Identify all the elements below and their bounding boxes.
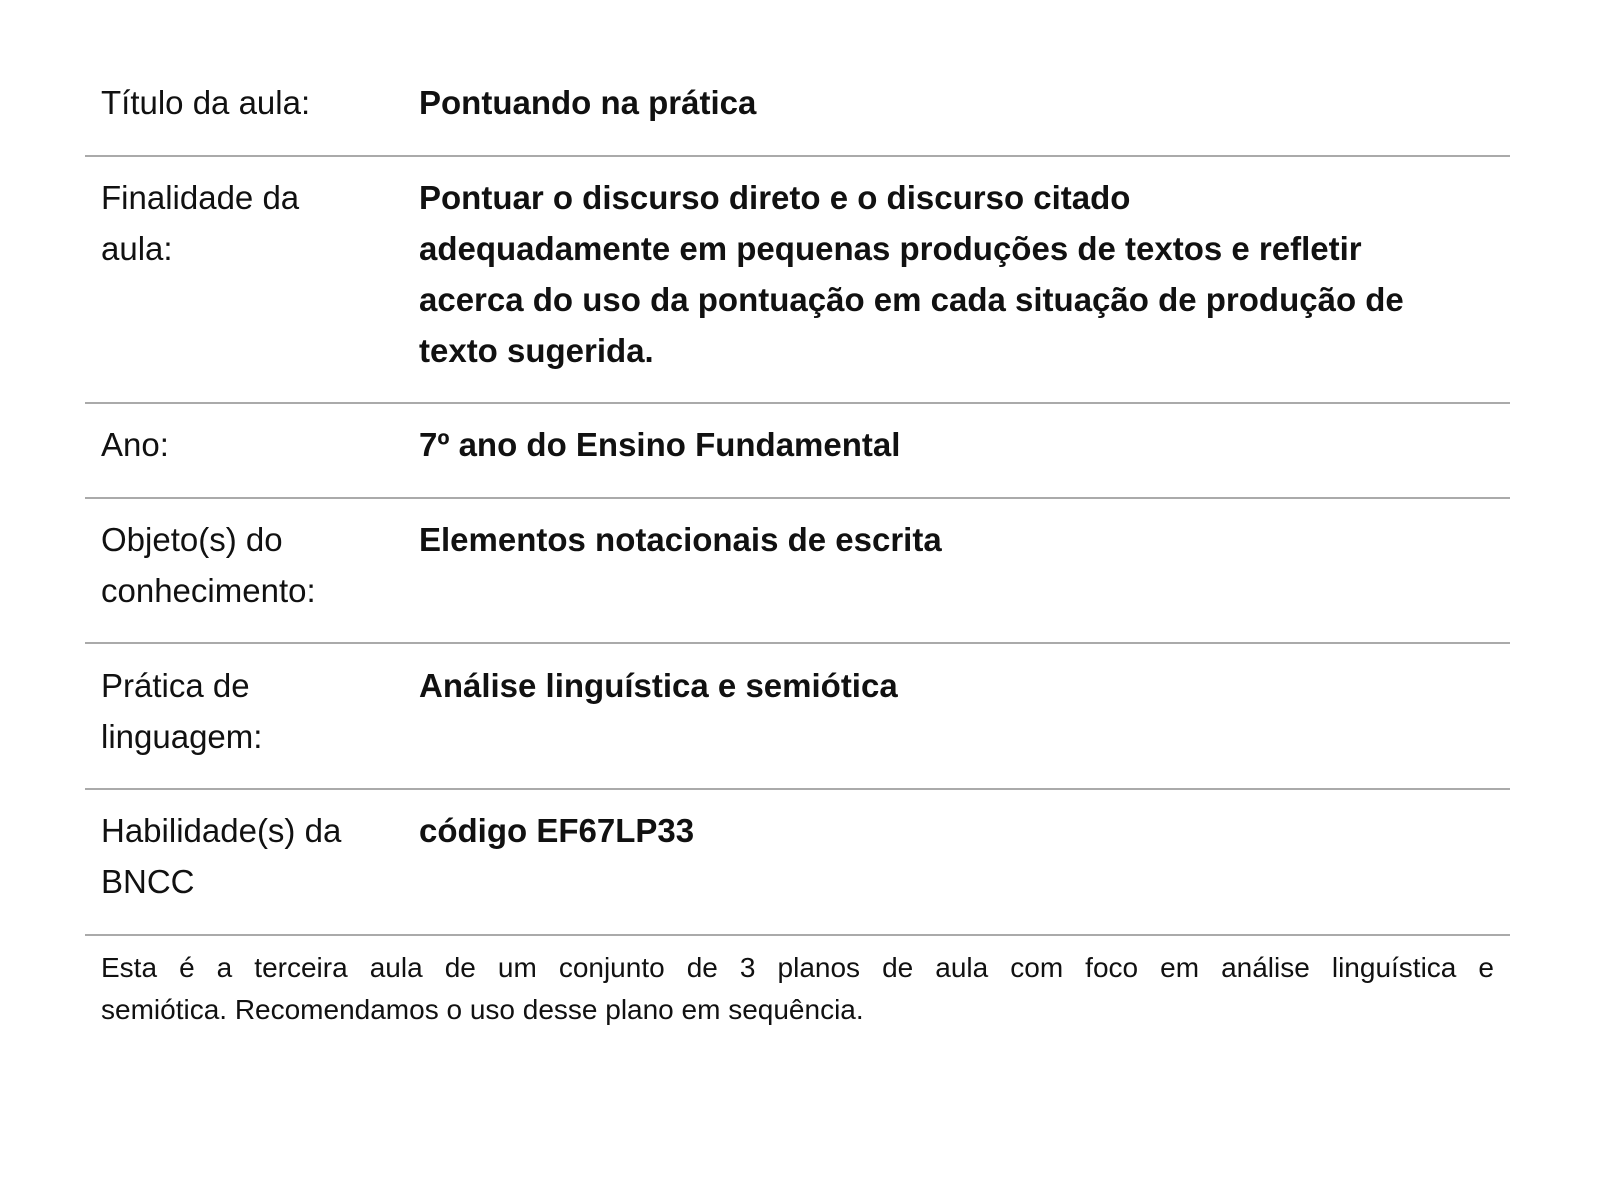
divider (85, 497, 1510, 499)
value-line: Pontuar o discurso direto e o discurso citado (419, 179, 1131, 216)
divider (85, 934, 1510, 936)
row-value (419, 660, 898, 711)
divider (85, 788, 1510, 790)
divider (85, 642, 1510, 644)
row-label: Habilidade(s) da BNCC (101, 812, 342, 900)
value-line: 7º ano do Ensino Fundamental (419, 426, 901, 463)
row-value (419, 419, 900, 470)
divider (85, 155, 1510, 157)
row-value (419, 77, 756, 128)
value-line: Análise linguística e semiótica (419, 667, 898, 704)
row-label: Prática de linguagem: (101, 667, 263, 755)
value-line: código EF67LP33 (419, 812, 695, 849)
divider (85, 402, 1510, 404)
row-label: Título da aula: (101, 84, 311, 121)
row-value (419, 805, 694, 856)
row-label: Finalidade da aula: (101, 179, 300, 267)
footer-note (101, 947, 1494, 1031)
value-line: acerca do uso da pontuação em cada situação de produção de (419, 281, 1404, 318)
row-value (419, 514, 942, 565)
value-line: adequadamente em pequenas produções de textos e refletir (419, 230, 1362, 267)
row-value (419, 172, 1404, 376)
row-label: Ano: (101, 426, 169, 463)
value-line: Pontuando na prática (419, 84, 757, 121)
value-line: texto sugerida. (419, 332, 654, 369)
row-label: Objeto(s) do conhecimento: (101, 521, 316, 609)
footer-line: semiótica. Recomendamos o uso desse plano em sequência. (101, 994, 864, 1025)
value-line: Elementos notacionais de escrita (419, 521, 942, 558)
footer-line: Esta é a terceira aula de um conjunto de 3 planos de aula com foco em análise linguística e (101, 952, 1494, 983)
